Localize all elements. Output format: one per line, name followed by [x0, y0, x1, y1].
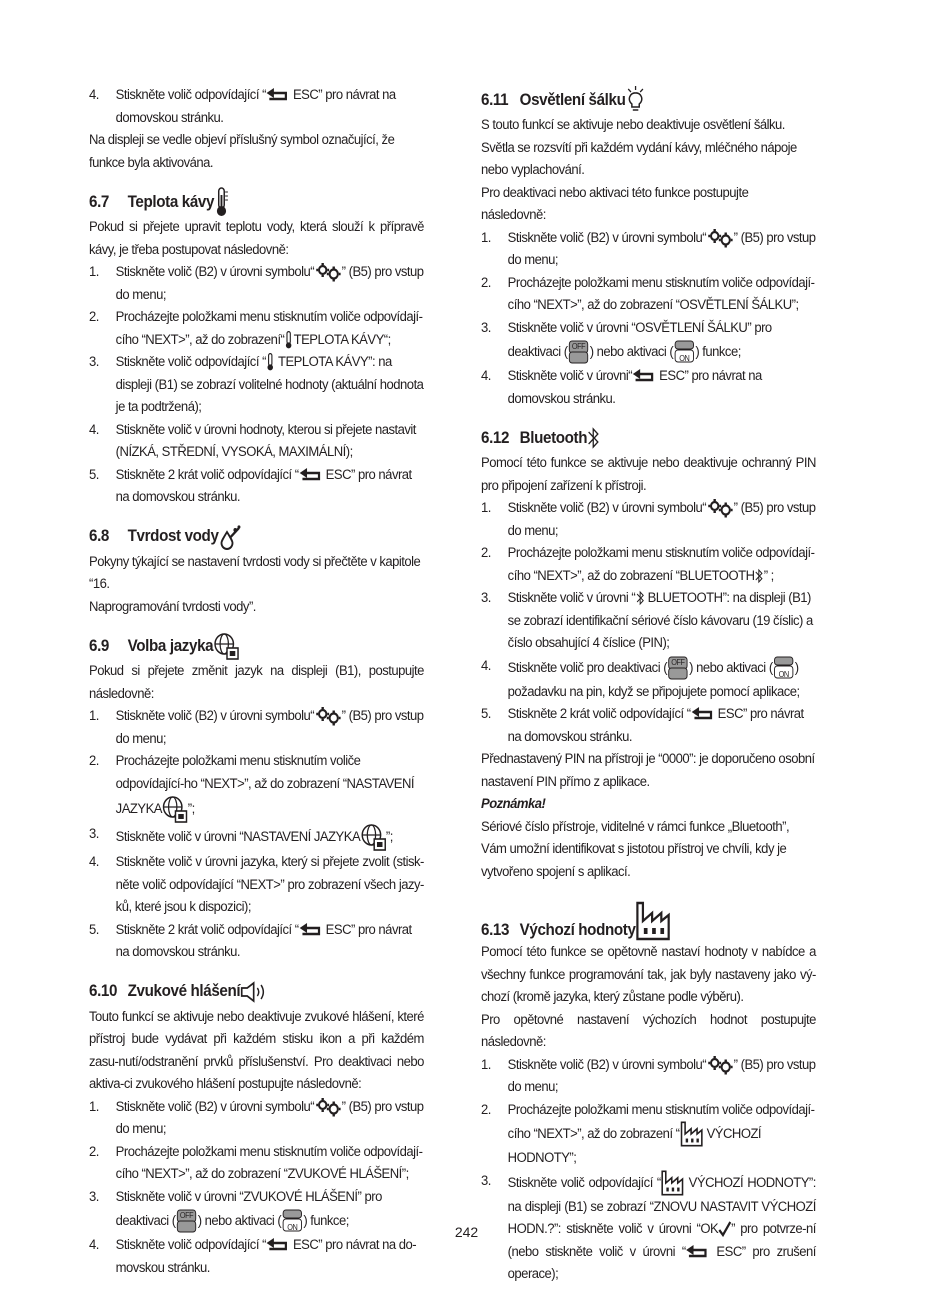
- back-arrow-icon: [266, 88, 290, 102]
- section-heading-6-10: 6.10 Zvukové hlášení: [89, 978, 424, 1006]
- paragraph: Pomocí této funkce se aktivuje nebo deaktivuje ochranný PIN pro připojení zařízení k přístroji.: [481, 455, 816, 494]
- paragraph: Na displeji se vedle objeví příslušný symbol označující, že funkce byla aktivována.: [89, 132, 395, 171]
- on-button-icon: [673, 339, 695, 365]
- note-label: Poznámka!: [481, 796, 546, 812]
- section-heading-6-7: 6.7 Teplota kávy: [89, 188, 424, 216]
- list-item: 1. Stiskněte volič (B2) v úrovni symbolu“ ” (B5) pro vstup do menu;: [481, 1056, 816, 1095]
- list-item: 4. Stiskněte volič v úrovni hodnoty, kterou si přejete nastavit (NÍZKÁ, STŘEDNÍ, VYSOKÁ, MAXIMÁLNÍ);: [89, 421, 416, 460]
- back-arrow-icon: [632, 369, 656, 383]
- factory-icon: [680, 1121, 704, 1147]
- list-item: 3. Stiskněte volič v úrovni “ZVUKOVÉ HLÁŠENÍ” pro deaktivaci ( OFF ) nebo aktivaci ( ON ) funkce;: [89, 1188, 382, 1233]
- light-bulb-icon: [625, 85, 645, 115]
- list-item: 2. Procházejte položkami menu stisknutím voliče odpovídají-cího “NEXT>”, až do zobrazení “BLUETOOTH ” ;: [481, 545, 815, 584]
- list-item: 3. Stiskněte volič odpovídající “ VÝCHOZÍ HODNOTY”: na displeji (B1) se zobrazí “ZNOVU NASTAVIT VÝCHOZÍ HODN.?”: stiskněte volič v úrovni “OK ” pro potvrze-ní (nebo stiskněte volič v úrovni “ ESC” pro zrušení operace);: [481, 1170, 816, 1286]
- list-item: 2. Procházejte položkami menu stisknutím voliče odpovídají-cího “NEXT>”, až do zobrazení “ VÝCHOZÍ HODNOTY”;: [481, 1101, 815, 1166]
- section-heading-6-11: 6.11 Osvětlení šálku: [481, 86, 816, 114]
- back-arrow-icon: [299, 923, 323, 937]
- list-item: 2. Procházejte položkami menu stisknutím voliče odpovídají-cího “NEXT>”, až do zobrazení “OSVĚTLENÍ ŠÁLKU”;: [481, 274, 815, 313]
- settings-gear-icon: [314, 262, 342, 282]
- back-arrow-icon: [299, 468, 323, 482]
- list-item: 4. Stiskněte volič pro deaktivaci ( OFF ) nebo aktivaci ( ON ) požadavku na pin, když se připojujete pomocí aplikace;: [481, 655, 816, 704]
- paragraph: Pokyny týkající se nastavení tvrdosti vody si přečtěte v kapitole “16.: [89, 553, 421, 592]
- paragraph: Přednastavený PIN na přístroji je “0000”: je doporučeno osobní nastavení PIN přímo z aplikace.: [481, 751, 815, 790]
- on-button-icon: [773, 655, 795, 681]
- paragraph: Pokud si přejete změnit jazyk na displeji (B1), postupujte následovně:: [89, 663, 424, 702]
- list-item: 1. Stiskněte volič (B2) v úrovni symbolu“ ” (B5) pro vstup do menu;: [89, 264, 424, 303]
- settings-gear-icon: [706, 498, 734, 518]
- svg-text:ON: ON: [778, 669, 789, 679]
- list-item: 5. Stiskněte 2 krát volič odpovídající “ ESC” pro návrat na domovskou stránku.: [89, 921, 412, 960]
- paragraph: Naprogramování tvrdosti vody”.: [89, 598, 256, 615]
- section-heading-6-13: 6.13 Výchozí hodnoty: [481, 897, 816, 941]
- thermometer-icon: [284, 331, 293, 349]
- back-arrow-icon: [266, 1238, 290, 1252]
- list-item: 3. Stiskněte volič odpovídající “ TEPLOTA KÁVY”: na displeji (B1) se zobrazí volitelné hodnoty (aktuální hodnota je ta podtržená);: [89, 354, 424, 415]
- list-item: 4. Stiskněte volič v úrovni“ ESC” pro návrat na domovskou stránku.: [481, 368, 762, 407]
- speaker-icon: [240, 981, 269, 1003]
- svg-text:ON: ON: [287, 1222, 298, 1233]
- language-globe-icon: [213, 632, 239, 660]
- section-heading-6-9: 6.9 Volba jazyka: [89, 632, 424, 660]
- water-hardness-icon: [219, 524, 243, 550]
- page-number: 242: [454, 1224, 479, 1240]
- list-item: 1. Stiskněte volič (B2) v úrovni symbolu“ ” (B5) pro vstup do menu;: [89, 1098, 424, 1137]
- factory-icon: [661, 1170, 685, 1196]
- section-heading-6-8: 6.8 Tvrdost vody: [89, 523, 424, 551]
- list-item: 3. Stiskněte volič v úrovni “ BLUETOOTH”: na displeji (B1) se zobrazí identifikační sériové číslo kávovaru (19 číslic) a číslo obsahující 4 číslice (PIN);: [481, 590, 813, 651]
- paragraph: S touto funkcí se aktivuje nebo deaktivuje osvětlení šálku.: [481, 117, 785, 133]
- settings-gear-icon: [706, 1055, 734, 1075]
- svg-text:OFF: OFF: [671, 657, 685, 667]
- list-item: 4. Stiskněte volič odpovídající “ ESC” pro návrat na do-movskou stránku.: [89, 1237, 417, 1276]
- back-arrow-icon: [686, 1245, 710, 1259]
- paragraph: Světla se rozsvítí při každém vydání kávy, mléčného nápoje nebo vyplachování.: [481, 139, 797, 178]
- thermometer-icon: [214, 187, 229, 217]
- settings-gear-icon: [314, 706, 342, 726]
- back-arrow-icon: [691, 707, 715, 721]
- list-item: 3. Stiskněte volič v úrovni “OSVĚTLENÍ ŠÁLKU” pro deaktivaci ( OFF ) nebo aktivaci ( ON ) funkce;: [481, 319, 772, 364]
- list-item: 1. Stiskněte volič (B2) v úrovni symbolu“ ” (B5) pro vstup do menu;: [481, 229, 816, 268]
- list-item: 3. Stiskněte volič v úrovni “NASTAVENÍ JAZYKA ”;: [89, 823, 424, 851]
- paragraph: Sériové číslo přístroje, viditelné v rámci funkce „Bluetooth”, Vám umožní identifikovat s jistotou přístroj ve chvíli, kdy je vytvořeno spojení s aplikací.: [481, 818, 790, 880]
- list-item: 5. Stiskněte 2 krát volič odpovídající “ ESC” pro návrat na domovskou stránku.: [89, 466, 412, 505]
- settings-gear-icon: [314, 1097, 342, 1117]
- list-item: 4. Stiskněte volič odpovídající “ ESC” pro návrat na domovskou stránku.: [89, 87, 396, 126]
- language-globe-icon: [360, 823, 386, 851]
- off-button-icon: [667, 655, 689, 681]
- svg-text:OFF: OFF: [180, 1210, 194, 1221]
- settings-gear-icon: [706, 228, 734, 248]
- paragraph: Touto funkcí se aktivuje nebo deaktivuje zvukové hlášení, které přístroj bude vydávat při každém stisku ikon a při každém zasu-nutí/odstranění prvků příslušenství. Pro deaktivaci nebo aktiva-ci zvukového hlášení postupujte následovně:: [89, 1008, 424, 1092]
- list-item: 2. Procházejte položkami menu stisknutím voliče odpovídají-cího “NEXT>”, až do zobrazení“ TEPLOTA KÁVY“;: [89, 309, 423, 348]
- paragraph: Pomocí této funkce se opětovně nastaví hodnoty v nabídce a všechny funkce programování tak, jak byly nastaveny jako vý-chozí (kromě jazyka, který zůstane podle výběru).: [481, 944, 816, 1005]
- paragraph: Pro deaktivaci nebo aktivaci této funkce postupujte následovně:: [481, 184, 749, 223]
- svg-text:ON: ON: [679, 353, 690, 364]
- list-item: 2. Procházejte položkami menu stisknutím voliče odpovídají-cího “NEXT>”, až do zobrazení “ZVUKOVÉ HLÁŠENÍ”;: [89, 1143, 423, 1182]
- list-item: 1. Stiskněte volič (B2) v úrovni symbolu“ ” (B5) pro vstup do menu;: [481, 500, 816, 539]
- bluetooth-icon: [755, 568, 764, 584]
- svg-text:OFF: OFF: [572, 341, 586, 352]
- list-item: 2. Procházejte položkami menu stisknutím voliče odpovídající-ho “NEXT>”, až do zobrazení “NASTAVENÍ JAZYKA ”;: [89, 750, 424, 823]
- section-heading-6-12: 6.12 Bluetooth: [481, 424, 816, 452]
- bluetooth-icon: [635, 590, 644, 606]
- paragraph: Pokud si přejete upravit teplotu vody, která slouží k přípravě kávy, je třeba postupovat následovně:: [89, 219, 424, 258]
- language-globe-icon: [162, 795, 188, 823]
- list-item: 1. Stiskněte volič (B2) v úrovni symbolu“ ” (B5) pro vstup do menu;: [89, 708, 424, 747]
- paragraph: Pro opětovné nastavení výchozích hodnot postupujte následovně:: [481, 1011, 816, 1050]
- thermometer-icon: [266, 353, 275, 371]
- factory-icon: [636, 901, 671, 941]
- list-item: 5. Stiskněte 2 krát volič odpovídající “ ESC” pro návrat na domovskou stránku.: [481, 706, 804, 745]
- off-button-icon: [568, 339, 590, 365]
- bluetooth-icon: [587, 426, 600, 450]
- list-item: 4. Stiskněte volič v úrovni jazyka, který si přejete zvolit (stisk-něte volič odpovídající “NEXT>” pro zobrazení všech jazy-ků, které jsou k dispozici);: [89, 854, 424, 915]
